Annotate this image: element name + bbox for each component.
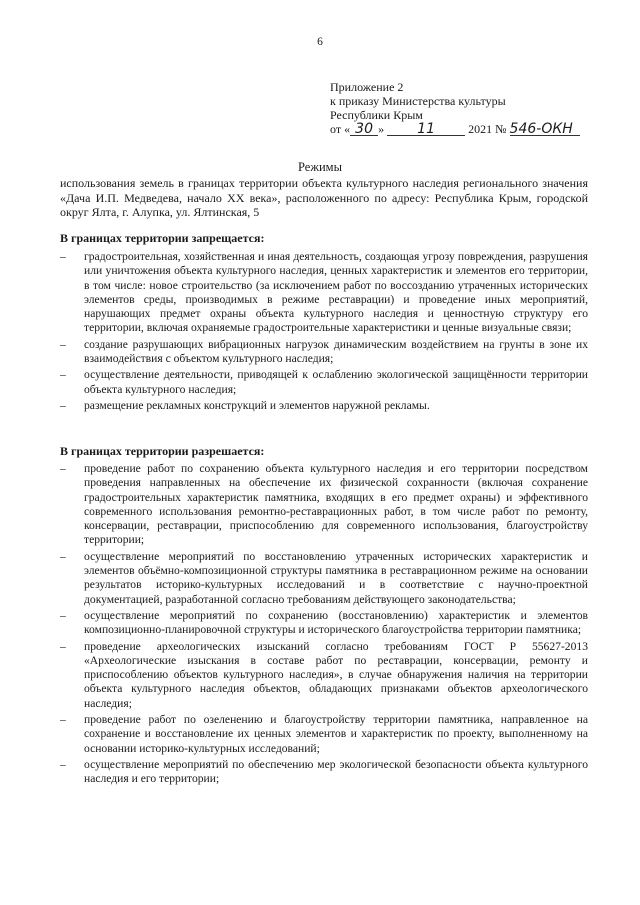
prohibited-list — [60, 250, 588, 415]
list-item-text: проведение археологических изысканий согласно требованиям ГОСТ Р 55627-2013 «Археологические изыскания в составе работ по реставрации, консервации, ремонту и приспособлению объектов культурного наследия», в случае обнаружения наличия на территории объекта культурного наследия объектов, обладающих признаками объектов археологического наследия; — [84, 639, 588, 710]
list-item — [60, 609, 588, 638]
appendix-order-ref: к приказу Министерства культуры — [330, 94, 506, 108]
handwritten-month: 11 — [387, 123, 465, 136]
list-item — [60, 550, 588, 607]
permitted-list — [60, 462, 588, 789]
list-item — [60, 462, 588, 548]
list-item-text: осуществление мероприятий по восстановлению утраченных исторических характеристик и элементов объёмно-композиционной структуры памятника в реставрационном режиме на основании результатов историко-культурных исследований и в соответствие с научно-проектной документацией, разработанной согласно требованиям действующего законодательства; — [84, 549, 588, 606]
list-item — [60, 399, 588, 413]
appendix-title: Приложение 2 — [330, 80, 404, 94]
page-number: 6 — [317, 36, 323, 48]
bullet-dash: – — [60, 757, 66, 771]
bullet-dash: – — [60, 398, 66, 412]
list-item — [60, 713, 588, 756]
date-year: 2021 № — [468, 122, 507, 136]
list-item-text: размещение рекламных конструкций и элементов наружной рекламы. — [84, 398, 430, 412]
appendix-republic: Республики Крым — [330, 108, 423, 122]
list-item — [60, 250, 588, 336]
bullet-dash: – — [60, 250, 66, 263]
list-item — [60, 640, 588, 711]
list-item-text: осуществление мероприятий по обеспечению мер экологической безопасности объекта культурного наследия и его территории; — [84, 757, 588, 786]
handwritten-order-number: 546-ОКН — [510, 123, 580, 136]
list-item-text: создание разрушающих вибрационных нагрузок динамическим воздействием на грунты в зоне их взаимодействия с объектом культурного наследия; — [84, 337, 588, 366]
permitted-heading: В границах территории разрешается: — [60, 444, 265, 458]
bullet-dash: – — [60, 549, 66, 563]
list-item-text: осуществление мероприятий по сохранению (восстановлению) характеристик и элементов композиционно-планировочной структуры и исторического благоустройства территории памятника; — [84, 608, 588, 637]
bullet-dash: – — [60, 608, 66, 622]
bullet-dash: – — [60, 639, 66, 653]
bullet-dash: – — [60, 337, 66, 351]
appendix-date-line — [330, 122, 580, 136]
bullet-dash: – — [60, 462, 66, 475]
list-item — [60, 368, 588, 397]
list-item-text: проведение работ по озеленению и благоустройству территории памятника, направленное на сохранение и восстановление их ценных элементов и характеристик по проекту, выполненному на основании историко-культурных исследований; — [84, 713, 588, 755]
date-close: » — [378, 122, 385, 136]
list-item — [60, 338, 588, 367]
list-item-text: градостроительная, хозяйственная и иная деятельность, создающая угрозу повреждения, разрушения или уничтожения объекта культурного наследия, ценных характеристик и элементов его территории, в том числе: новое строительство (за исключением работ по воссозданию утраченных исторических элементов среды, производимых в режиме реставрации) и проведение иных мероприятий, нарушающих предмет охраны объекта культурного наследия и ценностную структуру его территории, включая охраняемые градостроительные характеристики и ценные визуальные связи; — [84, 250, 588, 335]
list-item — [60, 758, 588, 787]
date-prefix: от « — [330, 122, 351, 136]
document-title: Режимы — [298, 160, 342, 174]
list-item-text: осуществление деятельности, приводящей к ослаблению экологической защищённости территории объекта культурного наследия; — [84, 368, 588, 396]
handwritten-day: 30 — [350, 123, 378, 136]
intro-paragraph: использования земель в границах территории объекта культурного наследия регионального значения «Дача И.П. Медведева, начало XX века», расположенного по адресу: Республика Крым, городской округ Ялта, г. Алупка, ул. Ялтинская, 5 — [60, 176, 588, 219]
list-item-text: проведение работ по сохранению объекта культурного наследия и его территории посредством проведения направленных на обеспечение их физической сохранности (включая сохранение градостроительных характеристик памятника, входящих в его предмет охраны) и эффективного современного использования ремонтно-реставрационных работ, в том числе работ по ремонту, консервации, реставрации, приспособлению для современного использования, благоустройству территории; — [84, 462, 588, 547]
bullet-dash: – — [60, 368, 66, 382]
appendix-block — [330, 80, 580, 136]
bullet-dash: – — [60, 713, 66, 727]
prohibited-heading: В границах территории запрещается: — [60, 231, 265, 245]
